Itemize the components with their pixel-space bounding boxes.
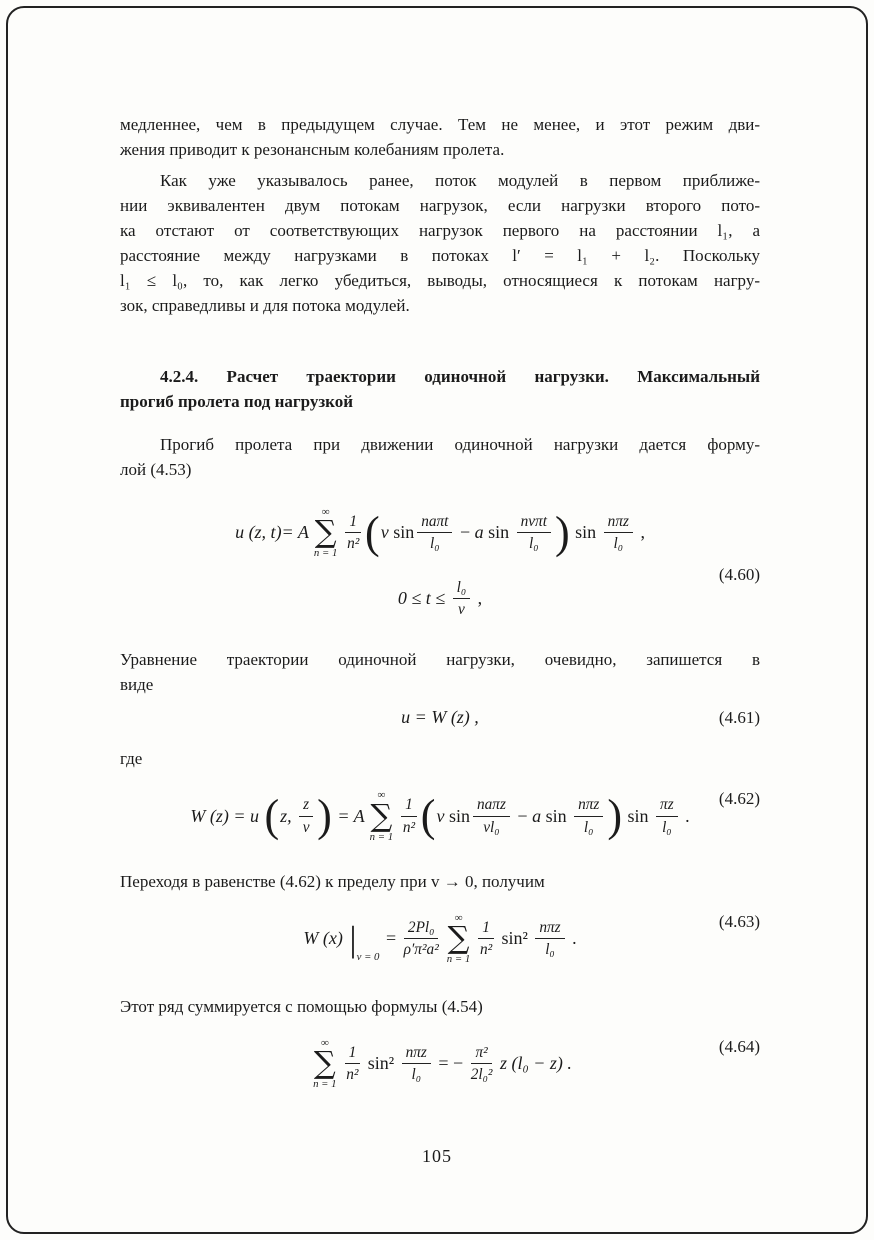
fraction-denominator: l₀ [545, 941, 555, 959]
big-parenthesis: ( [365, 507, 380, 558]
formula-text: sin [623, 805, 654, 826]
formula-text: W (x) [303, 928, 348, 949]
vertical-bar: | [349, 918, 357, 959]
formula-text: v [380, 522, 389, 543]
fraction [299, 795, 313, 836]
fraction-numerator: π² [471, 1043, 491, 1064]
fraction-numerator: nπz [574, 795, 603, 816]
fraction [471, 1043, 493, 1084]
summation-upper-limit: ∞ [377, 789, 386, 802]
text-line: Прогиб пролета при движении одиночной нагрузки дается форму- [160, 435, 760, 454]
fraction-numerator: 1 [345, 512, 361, 533]
summation [314, 506, 337, 560]
paragraph-module-flow [120, 168, 760, 318]
summation-upper-limit: ∞ [320, 1036, 329, 1049]
formula-text: u = W (z) , [401, 707, 479, 728]
fraction [417, 512, 452, 553]
paragraph-series-summation [120, 994, 760, 1019]
text-line: Этот ряд суммируется с помощью формулы (4.54) [120, 996, 483, 1016]
paragraph-resonance-continuation [120, 112, 760, 162]
equation-number-4-64: (4.64) [718, 1036, 760, 1056]
fraction-denominator: l₀ [430, 535, 440, 553]
formula-text: a [474, 522, 484, 543]
formula-text: z, [280, 805, 297, 826]
text-line: где [120, 749, 143, 769]
formula-text: . [567, 928, 577, 949]
formula-text: , [635, 522, 645, 543]
formula-text: v [436, 805, 445, 826]
fraction-denominator: n² [347, 535, 360, 553]
formula-text: sin [541, 805, 572, 826]
big-parenthesis: ) [317, 790, 332, 841]
formula-text: sin [570, 522, 601, 543]
text-line: Переходя в равенстве (4.62) к пределу при v → 0, получим [120, 871, 545, 891]
fraction-numerator: nπz [604, 512, 633, 533]
formula-text: a [532, 805, 542, 826]
fraction-denominator: l₀ [529, 535, 539, 553]
equation-4-61-row [120, 707, 760, 728]
text-line: зок, справедливы и для потока модулей. [120, 296, 410, 315]
big-parenthesis: ) [554, 507, 570, 558]
big-parenthesis: ( [264, 790, 280, 841]
fraction-denominator: v [302, 818, 310, 836]
fraction [535, 918, 564, 959]
big-parenthesis: ) [607, 790, 623, 841]
text-line: виде [120, 675, 154, 695]
summation [313, 1037, 336, 1091]
text-line: прогиб пролета под нагрузкой [120, 392, 354, 411]
text-line: Уравнение траектории одиночной нагрузки, очевидно, запишется в [120, 650, 760, 670]
formula-text: u (z, t)= A [235, 522, 309, 543]
text-line: ка отстают от соответствующих нагрузок первого на расстоянии l₁, а [120, 221, 760, 240]
equation-4-62 [120, 789, 760, 843]
summation-lower-limit: n = 1 [313, 1078, 337, 1091]
text-line: медленнее, чем в предыдущем случае. Тем не менее, и этот режим дви- [120, 115, 760, 134]
fraction-denominator: l₀ [411, 1066, 422, 1084]
formula-text: W (z) = u [190, 805, 264, 826]
fraction-denominator: l₀ [613, 535, 624, 553]
formula-text: = − [433, 1053, 468, 1074]
paragraph-deflection-formula [120, 432, 760, 482]
evaluated-at-bar [349, 918, 380, 964]
equation-number-4-61: (4.61) [718, 707, 760, 727]
equation-number-4-62: (4.62) [718, 789, 760, 809]
equation-number-4-63: (4.63) [718, 911, 760, 931]
fraction-denominator: n² [346, 1066, 359, 1084]
fraction-numerator: naπz [473, 795, 510, 816]
formula-text: . [680, 805, 690, 826]
summation-lower-limit: n = 1 [446, 953, 471, 966]
fraction-numerator: 1 [345, 1043, 361, 1064]
equation-4-64 [120, 1037, 760, 1091]
page-number: 105 [422, 1146, 452, 1166]
formula-text: = [381, 928, 401, 949]
sigma-symbol: ∑ [370, 798, 393, 834]
sigma-symbol: ∑ [314, 515, 337, 551]
text-line: Как уже указывалось ранее, поток модулей в первом приближе- [160, 171, 760, 190]
fraction [473, 795, 510, 836]
fraction-numerator: 1 [478, 918, 494, 939]
fraction-numerator: nπz [535, 918, 564, 939]
equation-4-60-row1 [120, 506, 760, 560]
fraction-numerator: l₀ [453, 578, 471, 599]
equation-4-60 [120, 506, 760, 619]
section-heading-4-2-4 [120, 364, 760, 414]
fraction [478, 918, 494, 959]
formula-text: 0 ≤ t ≤ [397, 587, 450, 608]
fraction-denominator: ρ′π²a² [403, 941, 439, 959]
equation-4-63-row [120, 912, 760, 966]
fraction [574, 795, 603, 836]
summation-lower-limit: n = 1 [313, 547, 338, 560]
fraction-denominator: l₀ [662, 818, 672, 836]
summation-upper-limit: ∞ [454, 911, 463, 924]
fraction-numerator: naπt [417, 512, 452, 533]
text-line: жения приводит к резонансным колебаниям пролета. [120, 140, 505, 159]
summation [447, 912, 470, 966]
formula-text: sin² [363, 1053, 399, 1074]
text-line: расстояние между нагрузками в потоках l′ = l₁ + l₂. Поскольку [120, 246, 760, 265]
fraction-numerator: nvπt [517, 512, 551, 533]
equation-4-62-row [120, 789, 760, 843]
paragraph-where [120, 746, 760, 771]
summation-lower-limit: n = 1 [369, 830, 394, 843]
fraction-denominator: 2l₀² [470, 1066, 493, 1084]
fraction-numerator: 1 [401, 795, 417, 816]
fraction [345, 512, 361, 553]
summation-upper-limit: ∞ [321, 506, 330, 518]
fraction-denominator: n² [479, 941, 493, 959]
formula-text: , [473, 587, 483, 608]
fraction-numerator: z [299, 795, 313, 816]
formula-text: z (l₀ − z) . [495, 1053, 572, 1074]
sigma-symbol: ∑ [447, 921, 470, 957]
equation-4-64-row [120, 1037, 760, 1091]
text-line: лой (4.53) [120, 460, 192, 479]
text-line: нии эквивалентен двум потокам нагрузок, если нагрузки второго пото- [120, 196, 760, 215]
fraction [453, 578, 471, 619]
fraction-numerator: nπz [402, 1043, 431, 1064]
text-line: l₁ ≤ l₀, то, как легко убедиться, выводы, относящиеся к потокам нагру- [120, 271, 760, 290]
fraction-denominator: v [457, 600, 465, 618]
text-line: 4.2.4. Расчет траектории одиночной нагрузки. Максимальный [160, 367, 760, 386]
formula-text: sin [388, 522, 415, 543]
equation-4-60-row2 [120, 578, 760, 619]
fraction [402, 1043, 431, 1084]
formula-text: − [512, 805, 533, 826]
equation-4-63 [120, 912, 760, 966]
big-parenthesis: ( [420, 790, 436, 841]
fraction-numerator: 2Pl₀ [404, 918, 439, 939]
paragraph-limit-v-to-zero [120, 869, 760, 894]
fraction [345, 1043, 361, 1084]
bar-subscript: v = 0 [356, 951, 380, 964]
formula-text: sin [444, 805, 470, 826]
equation-4-61 [120, 707, 760, 728]
fraction-denominator: vl₀ [483, 818, 500, 836]
sigma-symbol: ∑ [313, 1046, 336, 1082]
summation [370, 789, 393, 843]
fraction-denominator: l₀ [583, 818, 594, 836]
fraction [604, 512, 633, 553]
formula-text: sin² [496, 928, 533, 949]
fraction [517, 512, 551, 553]
formula-text: sin [483, 522, 514, 543]
fraction [656, 795, 678, 836]
fraction-numerator: πz [656, 795, 678, 816]
formula-text: = A [332, 805, 365, 826]
fraction [401, 795, 417, 836]
equation-number-4-60: (4.60) [718, 565, 760, 585]
fraction [404, 918, 439, 959]
fraction-denominator: n² [402, 818, 416, 836]
page-content [120, 112, 760, 1091]
paragraph-trajectory-equation [120, 647, 760, 697]
formula-text: − [455, 522, 475, 543]
